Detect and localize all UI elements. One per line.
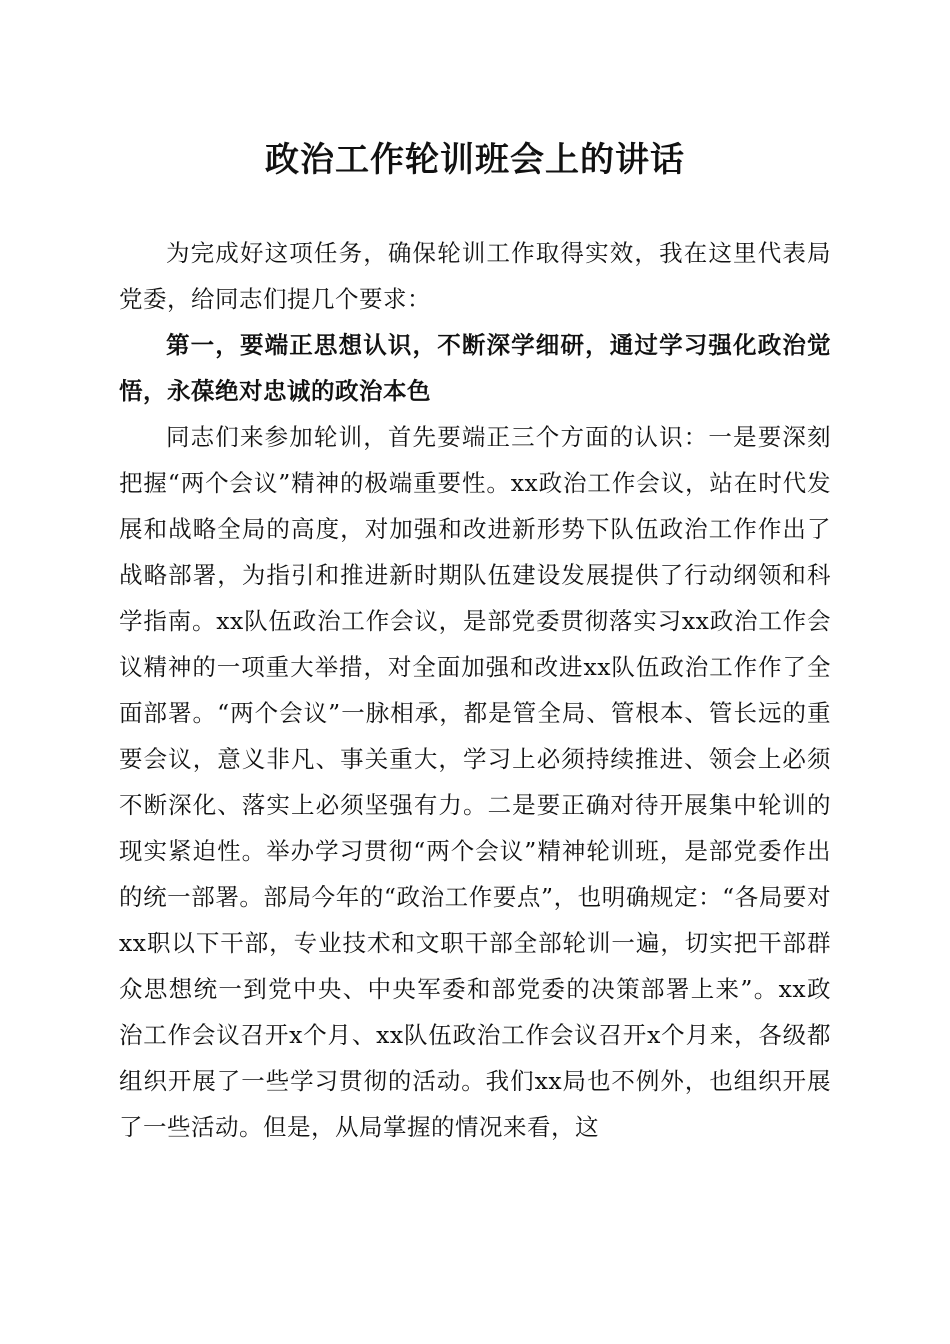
intro-paragraph: 为完成好这项任务，确保轮训工作取得实效，我在这里代表局党委，给同志们提几个要求： xyxy=(119,239,831,313)
document-body xyxy=(119,230,831,1150)
body-paragraph: 同志们来参加轮训，首先要端正三个方面的认识：一是要深刻把握“两个会议”精神的极端重要性。xx政治工作会议，站在时代发展和战略全局的高度，对加强和改进新形势下队伍政治工作作出了战略部署，为指引和推进新时期队伍建设发展提供了行动纲领和科学指南。xx队伍政治工作会议，是部党委贯彻落实习xx政治工作会议精神的一项重大举措，对全面加强和改进xx队伍政治工作作了全面部署。“两个会议”一脉相承，都是管全局、管根本、管长远的重要会议，意义非凡、事关重大，学习上必须持续推进、领会上必须不断深化、落实上必须坚强有力。二是要正确对待开展集中轮训的现实紧迫性。举办学习贯彻“两个会议”精神轮训班，是部党委作出的统一部署。部局今年的“政治工作要点”，也明确规定：“各局要对xx职以下干部，专业技术和文职干部全部轮训一遍，切实把干部群众思想统一到党中央、中央军委和部党委的决策部署上来”。xx政治工作会议召开x个月、xx队伍政治工作会议召开x个月来，各级都组织开展了一些学习贯彻的活动。我们xx局也不例外，也组织开展了一些活动。但是，从局掌握的情况来看，这 xyxy=(119,423,831,1141)
section-heading-1: 第一，要端正思想认识，不断深学细研，通过学习强化政治觉悟，永葆绝对忠诚的政治本色 xyxy=(119,331,831,405)
document-title: 政治工作轮训班会上的讲话 xyxy=(265,140,685,180)
